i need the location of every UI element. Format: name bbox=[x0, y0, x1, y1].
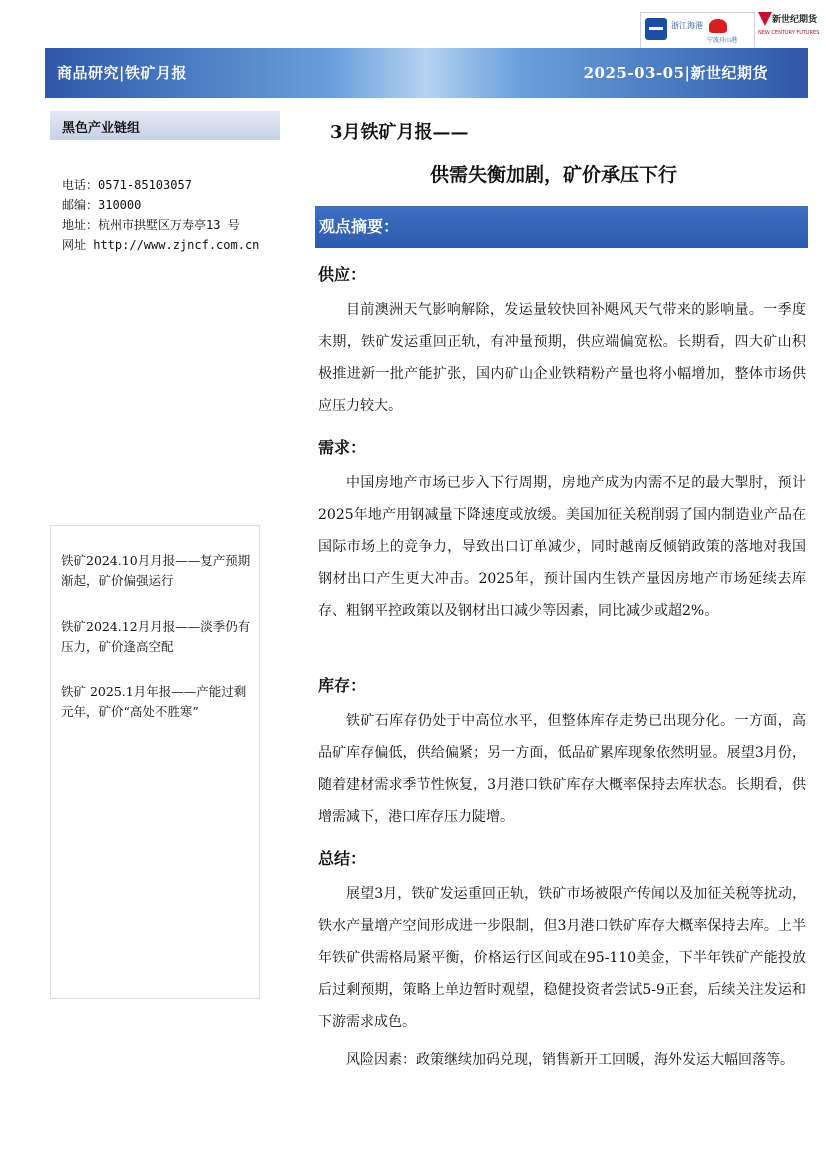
related-report-link[interactable]: 铁矿 2025.1月年报——产能过剩元年，矿价“高处不胜寒” bbox=[61, 684, 247, 719]
report-title: 3月铁矿月报—— bbox=[330, 122, 469, 143]
related-report-link[interactable]: 铁矿2024.10月月报——复产预期渐起，矿价偏强运行 bbox=[61, 553, 251, 588]
zhejiang-port-logo bbox=[640, 12, 755, 50]
new-century-logo-text: 新世纪期货 bbox=[772, 15, 818, 25]
abstract-header-bar bbox=[315, 206, 808, 248]
report-subtitle: 供需失衡加剧，矿价承压下行 bbox=[430, 164, 678, 186]
report-category: 商品研究|铁矿月报 bbox=[57, 64, 187, 82]
section-text-demand: 中国房地产市场已步入下行周期，房地产成为内需不足的最大掣肘，预计2025年地产用钢减量下降速度或放缓。美国加征关税削弱了国内制造业产品在国际市场上的竞争力，导致出口订单减少，同时越南反倾销政策的落地对我国钢材出口产生更大冲击。2025年，预计国内生铁产量因房地产市场延续去库存、粗钢平控政策以及钢材出口减少等因素，同比减少或超2%。 bbox=[318, 475, 806, 619]
contact-website[interactable]: 网址 http://www.zjncf.com.cn bbox=[62, 238, 260, 252]
port-logo-icon bbox=[645, 18, 667, 40]
contact-info bbox=[62, 175, 259, 255]
report-date-publisher: 2025-03-05|新世纪期货 bbox=[583, 64, 768, 82]
ningbo-logo-text: 宁波舟山港 bbox=[707, 37, 738, 44]
section-heading-supply: 供应： bbox=[318, 265, 367, 284]
section-heading-demand: 需求： bbox=[318, 438, 367, 457]
sidebar-group-label bbox=[50, 111, 280, 140]
new-century-logo bbox=[758, 12, 820, 48]
section-text-summary: 展望3月，铁矿发运重回正轨，铁矿市场被限产传闻以及加征关税等扰动，铁水产量增产空间形成进一步限制，但3月港口铁矿库存大概率保持去库。上半年铁矿供需格局紧平衡，价格运行区间或在95-110美金，下半年铁矿产能投放后过剩预期，策略上单边暂时观望，稳健投资者尝试5-9正套，后续关注发运和下游需求成色。 bbox=[318, 886, 806, 1030]
group-name: 黑色产业链组 bbox=[62, 120, 141, 135]
ningbo-logo-icon bbox=[709, 19, 727, 33]
report-header-band bbox=[45, 48, 808, 98]
section-text-inventory: 铁矿石库存仍处于中高位水平，但整体库存走势已出现分化。一方面，高品矿库存偏低，供给偏紧；另一方面，低品矿累库现象依然明显。展望3月份，随着建材需求季节性恢复，3月港口铁矿库存大概率保持去库状态。长期看，供增需减下，港口库存压力陡增。 bbox=[318, 713, 806, 825]
header-logos bbox=[640, 12, 820, 48]
risk-factors-text: 风险因素：政策继续加码兑现，销售新开工回暖，海外发运大幅回落等。 bbox=[346, 1052, 794, 1068]
new-century-logo-en: NEW CENTURY FUTURES bbox=[758, 30, 820, 36]
new-century-logo-icon bbox=[758, 12, 772, 26]
related-reports-box bbox=[50, 525, 260, 999]
contact-phone: 电话：0571-85103057 bbox=[62, 178, 192, 192]
contact-address: 地址：杭州市拱墅区万寿亭13 号 bbox=[62, 218, 240, 232]
section-heading-summary: 总结： bbox=[318, 849, 367, 868]
section-heading-inventory: 库存： bbox=[318, 676, 367, 695]
related-report-link[interactable]: 铁矿2024.12月月报——淡季仍有压力，矿价逢高空配 bbox=[61, 619, 251, 654]
abstract-label: 观点摘要： bbox=[319, 217, 400, 236]
contact-postcode: 邮编：310000 bbox=[62, 198, 142, 212]
port-logo-text: 浙江海港 bbox=[671, 21, 703, 30]
section-text-supply: 目前澳洲天气影响解除，发运量较快回补飓风天气带来的影响量。一季度末期，铁矿发运重回正轨，有冲量预期，供应端偏宽松。长期看，四大矿山积极推进新一批产能扩张，国内矿山企业铁精粉产量也将小幅增加，整体市场供应压力较大。 bbox=[318, 302, 806, 414]
